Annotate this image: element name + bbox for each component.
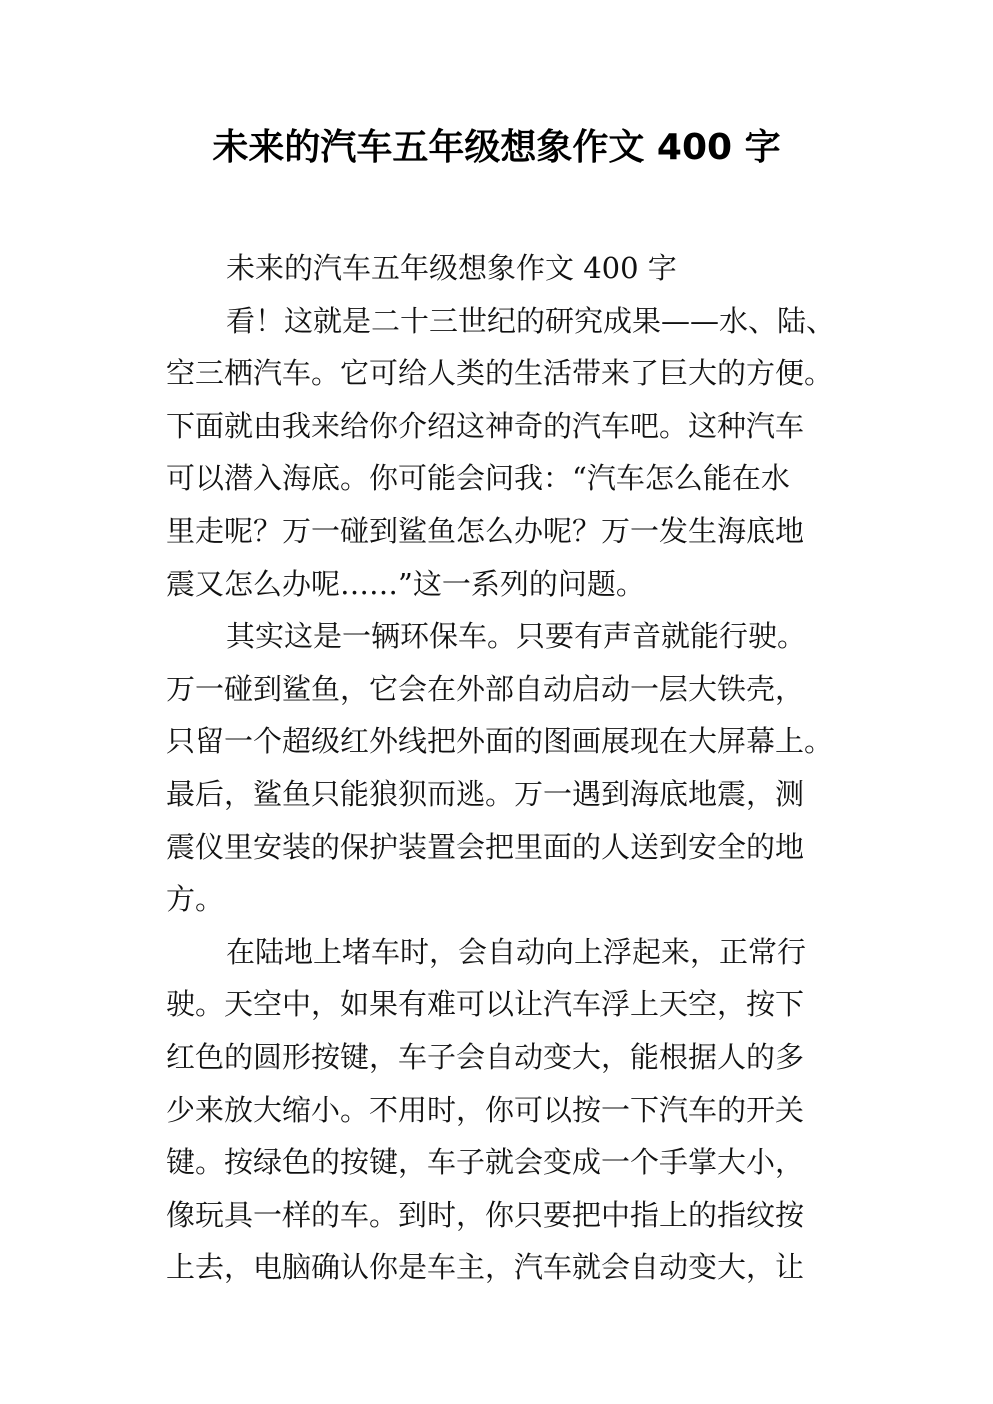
text-line: 在陆地上堵车时，会自动向上浮起来，正常行 <box>226 934 807 969</box>
text-line: 震又怎么办呢……”这一系列的问题。 <box>166 566 645 601</box>
text-line: 空三栖汽车。它可给人类的生活带来了巨大的方便。 <box>166 356 834 391</box>
text-line: 其实这是一辆环保车。只要有声音就能行驶。 <box>226 619 807 654</box>
text-line: 上去，电脑确认你是车主，汽车就会自动变大，让 <box>166 1250 805 1285</box>
text-line: 只留一个超级红外线把外面的图画展现在大屏幕上。 <box>166 724 834 759</box>
text-line: 像玩具一样的车。到时，你只要把中指上的指纹按 <box>166 1197 805 1232</box>
text-line: 最后，鲨鱼只能狼狈而逃。万一遇到海底地震，测 <box>166 776 805 811</box>
text-line: 看！这就是二十三世纪的研究成果——水、陆、 <box>226 303 836 338</box>
document-body <box>166 242 866 1294</box>
text-line: 键。按绿色的按键，车子就会变成一个手掌大小， <box>166 1145 805 1180</box>
text-line: 万一碰到鲨鱼，它会在外部自动启动一层大铁壳， <box>166 671 805 706</box>
text-line: 红色的圆形按键，车子会自动变大，能根据人的多 <box>166 1039 805 1074</box>
document-title: 未来的汽车五年级想象作文 400 字 <box>212 127 781 168</box>
text-line: 驶。天空中，如果有难可以让汽车浮上天空，按下 <box>166 987 805 1022</box>
text-line: 里走呢？万一碰到鲨鱼怎么办呢？万一发生海底地 <box>166 513 805 548</box>
text-line: 下面就由我来给你介绍这神奇的汽车吧。这种汽车 <box>166 408 805 443</box>
text-line: 可以潜入海底。你可能会问我：“汽车怎么能在水 <box>166 461 790 496</box>
text-line: 震仪里安装的保护装置会把里面的人送到安全的地 <box>166 829 805 864</box>
text-line: 方。 <box>166 882 225 917</box>
text-line: 未来的汽车五年级想象作文 400 字 <box>226 251 677 285</box>
text-line: 少来放大缩小。不用时，你可以按一下汽车的开关 <box>166 1092 805 1127</box>
